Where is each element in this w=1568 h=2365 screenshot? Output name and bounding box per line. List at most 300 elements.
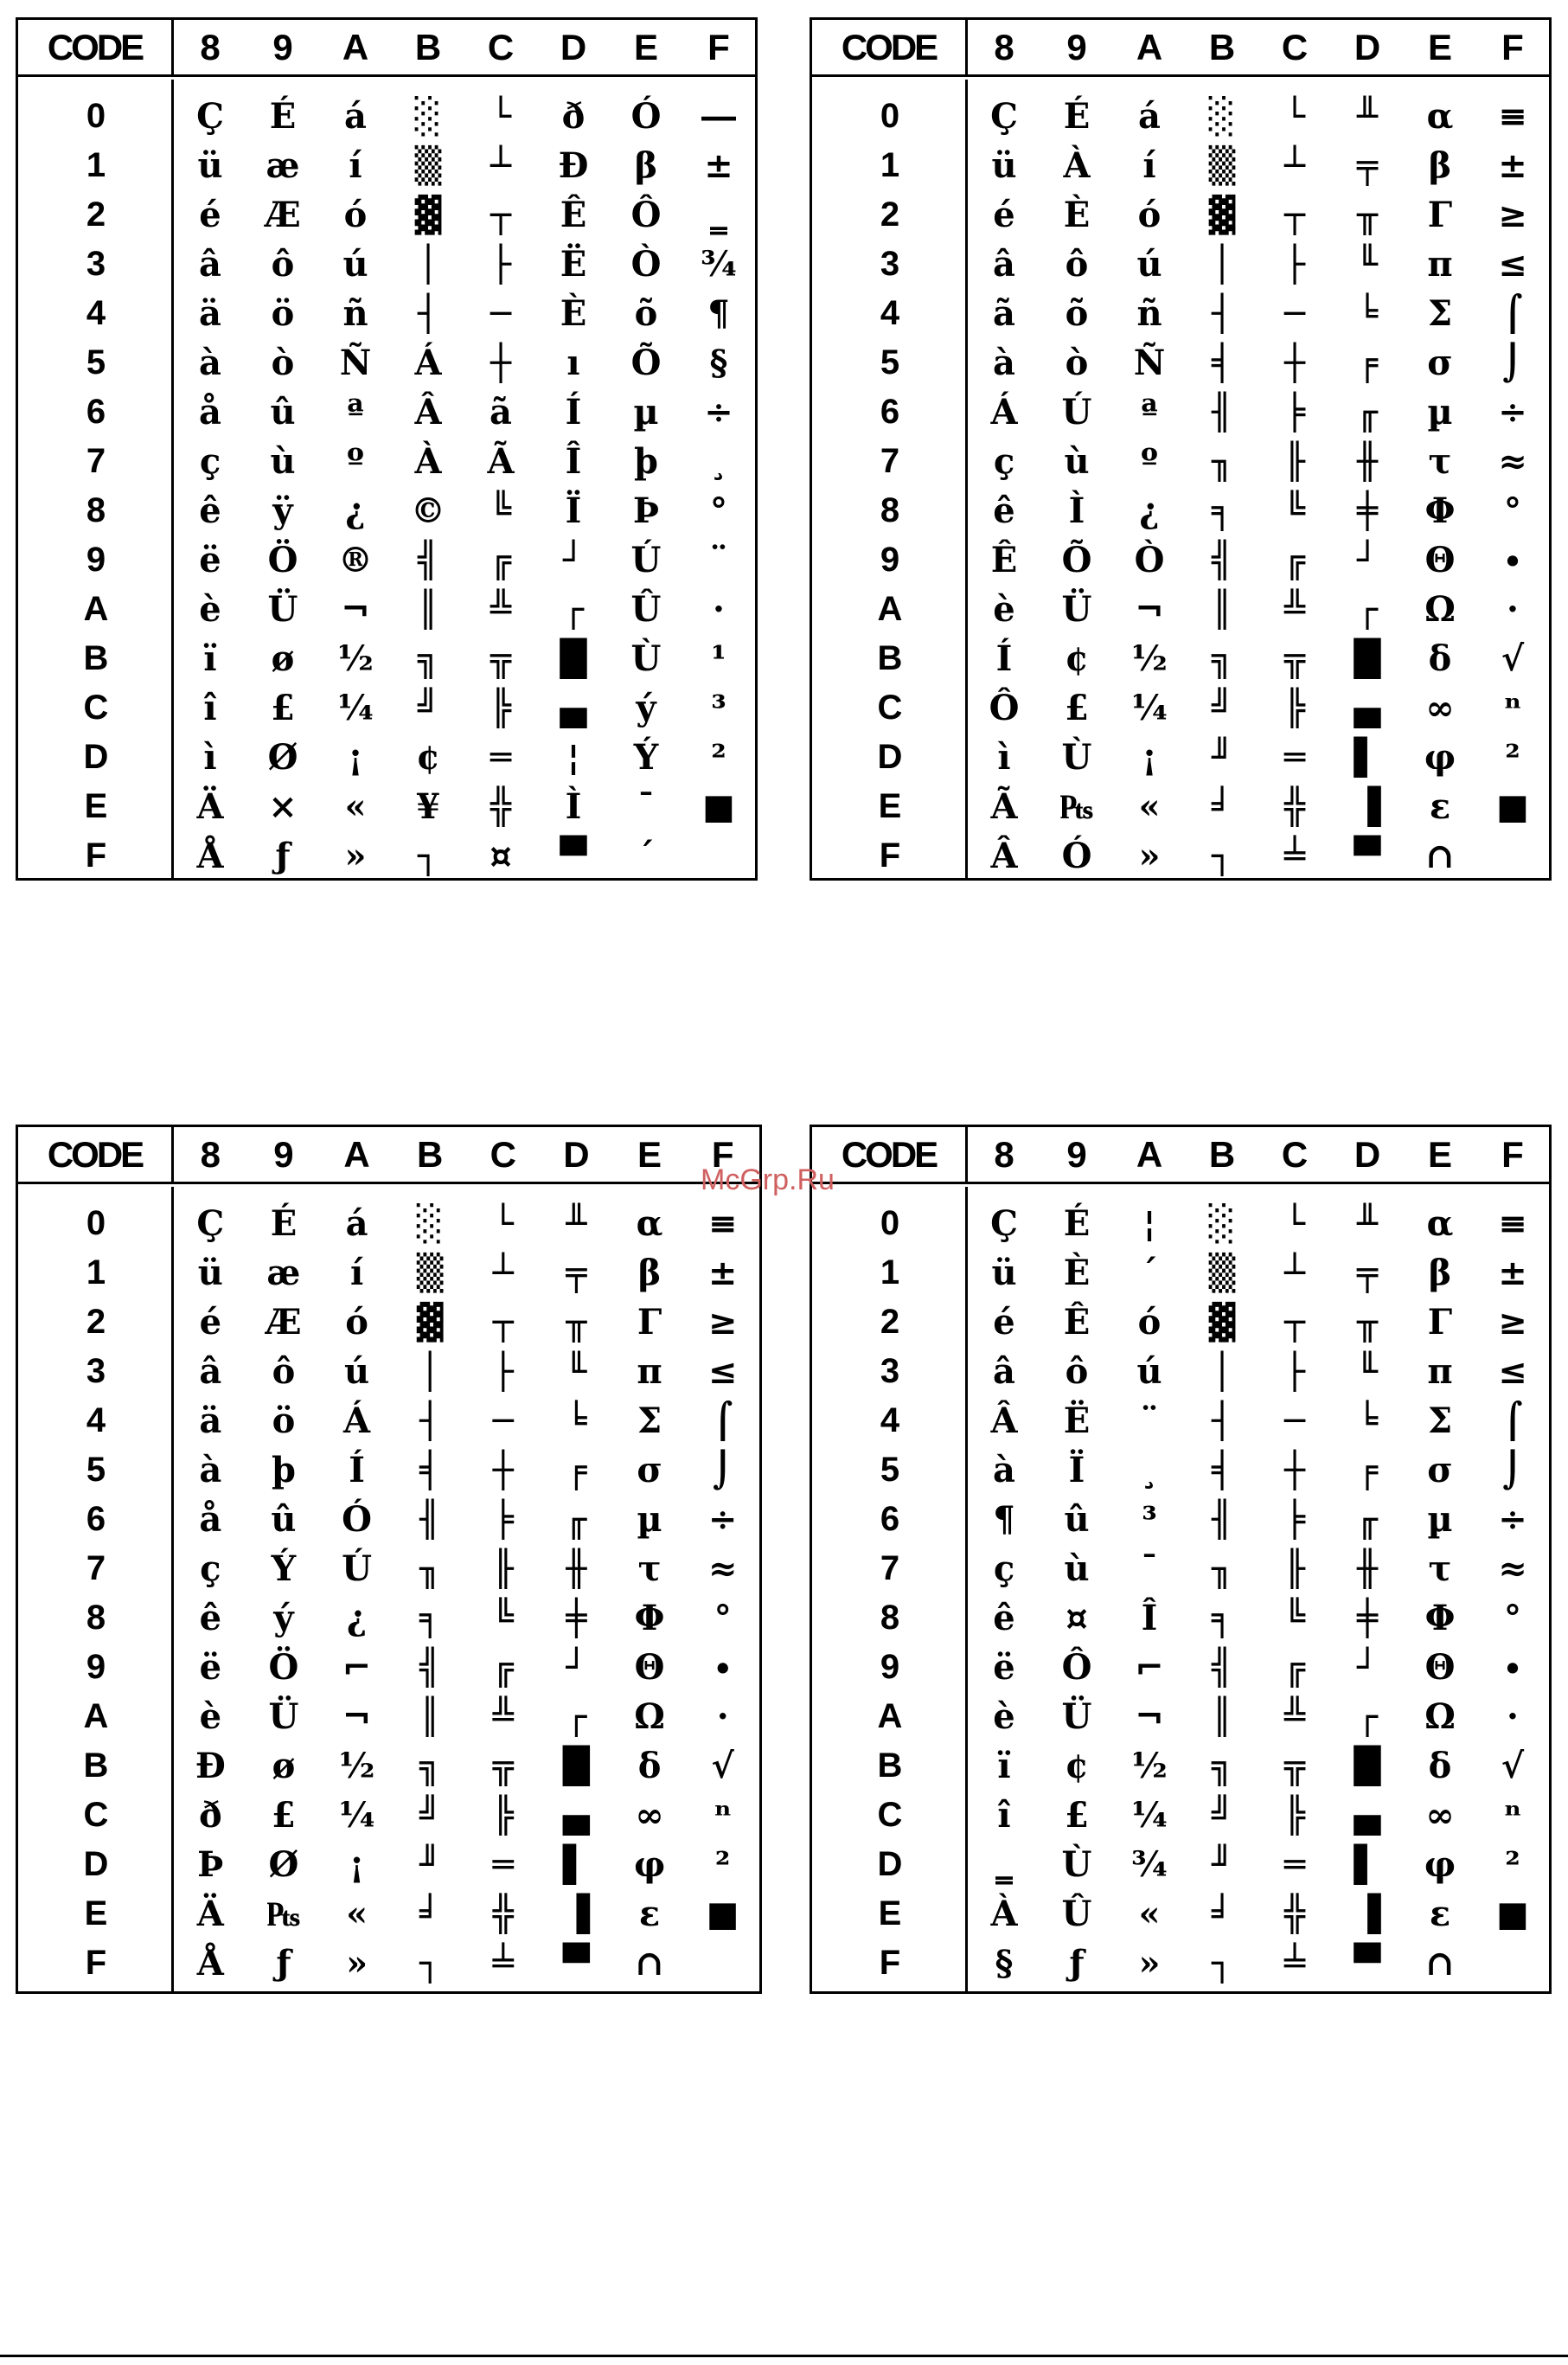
character-cell: ■ <box>1496 1894 1529 1934</box>
character-cell: É <box>269 96 297 137</box>
character-cell: Γ <box>1427 195 1453 235</box>
character-cell: È <box>560 293 587 334</box>
character-cell: ε <box>1429 1894 1451 1934</box>
character-cell: ü <box>197 145 223 186</box>
character-cell: ® <box>338 540 373 580</box>
character-cell: ▄ <box>563 1795 590 1836</box>
table-row <box>18 1643 759 1692</box>
character-cell: ¬ <box>341 589 370 630</box>
character-cell: Γ <box>637 1302 662 1343</box>
character-cell: ╞ <box>1283 1499 1306 1540</box>
character-cell: á <box>345 1203 368 1244</box>
table-header-row <box>812 1127 1549 1184</box>
character-cell: Ñ <box>339 343 372 383</box>
character-cell: ╠ <box>1283 1795 1306 1836</box>
row-code: 9 <box>880 1648 900 1686</box>
table-row <box>18 1199 759 1248</box>
row-code: B <box>877 1747 903 1785</box>
row-code: D <box>83 738 109 776</box>
character-cell: ¢ <box>416 737 440 778</box>
character-cell: ─ <box>490 293 512 334</box>
character-cell: ╨ <box>1356 96 1379 137</box>
character-cell: ┘ <box>1356 540 1379 580</box>
character-cell: Ú <box>630 540 662 580</box>
character-cell: ╗ <box>417 638 439 679</box>
character-cell: ▄ <box>1354 1795 1381 1836</box>
character-cell: √ <box>711 1746 734 1786</box>
character-cell: ┤ <box>1211 293 1233 334</box>
character-cell: ╬ <box>492 1894 514 1934</box>
column-header: D <box>1354 26 1381 67</box>
character-cell: ╝ <box>419 1795 441 1836</box>
character-cell: ╩ <box>492 1696 514 1737</box>
character-cell: ¬ <box>1135 589 1164 630</box>
character-cell: ╒ <box>566 1450 587 1490</box>
row-code: F <box>85 836 107 875</box>
character-cell: Ü <box>267 589 298 630</box>
table-row <box>18 1741 759 1791</box>
character-cell: Ì <box>1068 490 1085 531</box>
character-cell: ▐ <box>1354 786 1381 827</box>
character-cell: ╠ <box>492 1795 514 1836</box>
table-row <box>812 486 1549 535</box>
character-cell: á <box>1138 96 1161 137</box>
character-cell: Â <box>990 1400 1018 1441</box>
character-cell: Ü <box>268 1696 299 1737</box>
character-cell: ╗ <box>1211 638 1233 679</box>
character-cell: ├ <box>1283 244 1306 285</box>
character-cell: └ <box>492 1203 514 1244</box>
character-cell: ≥ <box>1498 195 1527 235</box>
character-cell: Á <box>990 392 1018 433</box>
character-cell: ç <box>200 1548 221 1589</box>
column-header: F <box>1501 26 1524 67</box>
row-code: 5 <box>880 1451 900 1489</box>
table-row <box>812 1939 1549 1988</box>
character-cell: ú <box>1136 1351 1162 1392</box>
character-cell: ■ <box>1496 786 1529 827</box>
character-cell: ╖ <box>1211 1548 1233 1589</box>
character-cell: φ <box>1424 1844 1456 1885</box>
table-row <box>812 683 1549 733</box>
code-header-label: CODE <box>18 1126 174 1183</box>
character-cell: ⌠ <box>1502 1400 1523 1441</box>
table-row <box>18 1544 759 1593</box>
character-cell: ä <box>199 293 221 334</box>
character-cell: ≤ <box>1498 1351 1527 1392</box>
row-code: 1 <box>86 146 106 184</box>
character-cell: ⁿ <box>1503 1795 1522 1836</box>
character-cell: þ <box>271 1450 296 1490</box>
table-row <box>812 141 1549 190</box>
character-cell: ² <box>1505 737 1520 778</box>
character-cell: ê <box>993 1598 1015 1638</box>
character-cell: π <box>1427 1351 1453 1392</box>
character-cell: └ <box>490 96 512 137</box>
character-cell: ë <box>199 540 221 580</box>
character-cell: β <box>637 1253 662 1293</box>
character-cell: ╚ <box>1283 490 1306 531</box>
code-header-label: CODE <box>18 19 174 76</box>
character-cell: ╙ <box>1356 244 1379 285</box>
character-cell: µ <box>637 1499 662 1540</box>
row-code: 2 <box>86 1303 106 1341</box>
character-cell <box>1476 831 1549 881</box>
character-cell: ≤ <box>707 1351 738 1392</box>
character-cell: ì <box>203 737 217 778</box>
table-row <box>812 535 1549 585</box>
character-cell: █ <box>560 638 587 679</box>
row-code: C <box>877 689 903 727</box>
table-row <box>812 1347 1549 1396</box>
character-cell: Ð <box>195 1746 226 1786</box>
character-cell: Ã <box>487 441 515 482</box>
character-cell: ┌ <box>562 589 585 630</box>
character-cell: ¢ <box>1065 638 1089 679</box>
character-cell: ¦ <box>566 737 580 778</box>
row-code: A <box>83 1697 109 1735</box>
table-row <box>18 1692 759 1741</box>
character-cell: ┬ <box>490 195 512 235</box>
character-cell: ╬ <box>1283 786 1306 827</box>
character-cell: ¼ <box>1131 688 1168 728</box>
table-row <box>812 1445 1549 1495</box>
character-cell: í <box>1142 145 1156 186</box>
character-cell: Θ <box>1424 1647 1456 1688</box>
character-cell: ≡ <box>707 1203 738 1244</box>
character-cell: ñ <box>1136 293 1162 334</box>
table-row <box>18 141 755 190</box>
character-cell: ¶ <box>993 1499 1015 1540</box>
character-cell: ╕ <box>1211 490 1233 531</box>
character-cell <box>1476 1939 1549 1988</box>
character-cell: Ú <box>342 1548 372 1589</box>
character-cell: ç <box>993 1548 1015 1589</box>
character-cell: ╧ <box>1283 1943 1306 1984</box>
character-cell: ▌ <box>563 1844 590 1885</box>
character-cell: Ë <box>560 244 587 285</box>
row-code: 7 <box>880 1549 900 1587</box>
character-cell: ╝ <box>1211 688 1233 728</box>
character-cell: ╖ <box>419 1548 441 1589</box>
character-cell: õ <box>634 293 658 334</box>
character-cell: ╗ <box>419 1746 441 1786</box>
character-cell: ¬ <box>342 1696 372 1737</box>
character-cell: ┤ <box>417 293 439 334</box>
character-cell: ╣ <box>417 540 439 580</box>
character-cell: ╕ <box>1211 1598 1233 1638</box>
character-cell: © <box>411 490 445 531</box>
character-cell: ó <box>343 195 368 235</box>
table-row <box>812 1298 1549 1347</box>
character-cell: ▓ <box>414 195 442 235</box>
row-code: 8 <box>86 491 106 529</box>
character-cell: ╡ <box>1211 343 1233 383</box>
character-cell: ▀ <box>1354 1943 1381 1984</box>
code-table-2 <box>810 17 1552 881</box>
character-cell: ┼ <box>1283 343 1306 383</box>
character-cell: ╜ <box>1211 737 1233 778</box>
character-cell: ü <box>991 1253 1017 1293</box>
character-cell: ° <box>1504 1598 1521 1638</box>
character-cell: ╛ <box>1211 786 1233 827</box>
character-cell: │ <box>1211 244 1233 285</box>
character-cell: ⁿ <box>714 1795 733 1836</box>
character-cell: ═ <box>1283 1844 1306 1885</box>
character-cell: à <box>199 343 221 383</box>
character-cell: ╢ <box>1211 392 1233 433</box>
character-cell: â <box>199 244 221 285</box>
row-code: 8 <box>880 491 900 529</box>
character-cell: ¦ <box>1142 1203 1156 1244</box>
table-row <box>18 1347 759 1396</box>
column-header: E <box>1427 26 1452 67</box>
character-cell: ° <box>710 490 727 531</box>
character-cell: │ <box>417 244 439 285</box>
character-cell: ╪ <box>1356 1598 1379 1638</box>
character-cell: ╔ <box>1283 1647 1306 1688</box>
character-cell: ½ <box>1131 1746 1168 1786</box>
character-cell: µ <box>1427 1499 1453 1540</box>
character-cell: ü <box>197 1253 223 1293</box>
character-cell: É <box>1063 96 1091 137</box>
character-cell: é <box>199 1302 222 1343</box>
character-cell: Ý <box>271 1548 297 1589</box>
character-cell: é <box>993 195 1015 235</box>
character-cell: Æ <box>265 195 301 235</box>
table-row <box>18 1791 759 1840</box>
character-cell: █ <box>563 1746 590 1786</box>
row-code: 6 <box>86 1500 106 1538</box>
character-cell: ¼ <box>337 688 374 728</box>
character-cell: ╘ <box>1356 293 1379 334</box>
character-cell: Σ <box>1427 1400 1453 1441</box>
character-cell: ╓ <box>1356 392 1379 433</box>
character-cell: Ñ <box>1133 343 1166 383</box>
character-cell: ║ <box>1211 1696 1233 1737</box>
character-cell: É <box>1063 1203 1091 1244</box>
character-cell: ¤ <box>490 836 512 876</box>
code-table-1 <box>16 17 758 881</box>
character-cell: µ <box>633 392 659 433</box>
character-cell: ⌡ <box>1502 343 1523 383</box>
table-row <box>812 1692 1549 1741</box>
character-cell: φ <box>1424 737 1456 778</box>
character-cell: ┌ <box>566 1696 587 1737</box>
column-header: F <box>1501 1133 1524 1175</box>
row-code: 8 <box>86 1599 106 1637</box>
table-body <box>812 1187 1549 1991</box>
character-cell: ı <box>566 343 580 383</box>
character-cell: Þ <box>632 490 660 531</box>
column-header: E <box>633 26 658 67</box>
character-cell: ç <box>199 441 221 482</box>
character-cell: Ù <box>1061 737 1092 778</box>
table-row <box>18 486 755 535</box>
character-cell: π <box>637 1351 662 1392</box>
character-cell: ë <box>199 1647 222 1688</box>
row-code: 4 <box>86 1401 106 1439</box>
table-row <box>18 683 755 733</box>
character-cell: î <box>997 1795 1011 1836</box>
character-cell: ┼ <box>492 1450 514 1490</box>
character-cell: « <box>344 786 367 827</box>
character-cell: ╨ <box>566 1203 587 1244</box>
character-cell: ╟ <box>1283 441 1306 482</box>
table-row <box>812 1495 1549 1544</box>
character-cell: ¸ <box>1141 1450 1158 1490</box>
character-cell: ╘ <box>1356 1400 1379 1441</box>
column-header: D <box>1354 1133 1381 1175</box>
character-cell: ╤ <box>566 1253 587 1293</box>
character-cell: Ò <box>630 244 662 285</box>
character-cell: ▒ <box>414 145 442 186</box>
row-code: 0 <box>86 97 106 135</box>
character-cell: ≡ <box>1498 96 1527 137</box>
character-cell: τ <box>1428 1548 1452 1589</box>
character-cell: ▒ <box>1208 145 1236 186</box>
character-cell: ╢ <box>1211 1499 1233 1540</box>
character-cell: Ä <box>196 786 224 827</box>
table-row <box>812 1791 1549 1840</box>
row-code: 5 <box>880 343 900 381</box>
character-cell: ± <box>707 1253 738 1293</box>
table-row <box>812 1396 1549 1445</box>
character-cell: π <box>1427 244 1453 285</box>
character-cell: ▒ <box>1208 1253 1236 1293</box>
character-cell: ¾ <box>1131 1844 1168 1885</box>
character-cell: ― <box>701 96 736 137</box>
table-row <box>18 535 755 585</box>
character-cell: Í <box>995 638 1013 679</box>
table-row <box>812 782 1549 831</box>
character-cell: À <box>990 1894 1018 1934</box>
character-cell: ± <box>1498 1253 1527 1293</box>
character-cell: ╤ <box>1356 145 1379 186</box>
character-cell: þ <box>634 441 658 482</box>
character-cell: ∩ <box>635 1943 664 1984</box>
character-cell: ╣ <box>1211 540 1233 580</box>
character-cell: ┬ <box>1283 195 1306 235</box>
column-header: D <box>560 26 587 67</box>
character-cell: « <box>1138 1894 1161 1934</box>
row-code: A <box>83 590 109 628</box>
column-header: A <box>342 26 369 67</box>
character-cell: ▐ <box>563 1894 590 1934</box>
table-row <box>18 585 755 634</box>
character-cell: ù <box>270 441 296 482</box>
character-cell: ╩ <box>1283 589 1306 630</box>
character-cell: ° <box>1504 490 1521 531</box>
character-cell: ╟ <box>492 1548 514 1589</box>
character-cell: Ú <box>1061 392 1092 433</box>
character-cell: ╪ <box>566 1598 587 1638</box>
character-cell: ð <box>561 96 586 137</box>
character-cell: Γ <box>1427 1302 1453 1343</box>
character-cell: § <box>995 1943 1014 1984</box>
row-code: B <box>877 639 903 677</box>
character-cell: ╘ <box>566 1400 587 1441</box>
character-cell: ≥ <box>707 1302 738 1343</box>
character-cell: à <box>199 1450 222 1490</box>
character-cell: á <box>344 96 367 137</box>
character-cell: ¯ <box>1141 1548 1158 1589</box>
character-cell: ┐ <box>419 1943 441 1984</box>
row-code: F <box>879 836 901 875</box>
character-cell: Θ <box>1424 540 1456 580</box>
character-cell: Û <box>1061 1894 1092 1934</box>
character-cell: Â <box>414 392 442 433</box>
character-cell: É <box>270 1203 298 1244</box>
character-cell: β <box>634 145 658 186</box>
character-cell: ▌ <box>1354 737 1381 778</box>
table-body <box>812 80 1549 878</box>
character-cell: ó <box>345 1302 368 1343</box>
character-cell: ₧ <box>266 1894 301 1934</box>
table-row <box>812 733 1549 782</box>
character-cell: ▐ <box>1354 1894 1381 1934</box>
table-row <box>812 92 1549 141</box>
character-cell: Ö <box>267 540 298 580</box>
character-cell: ├ <box>492 1351 514 1392</box>
column-header: C <box>490 1133 516 1175</box>
character-cell: ∙ <box>1503 540 1522 580</box>
character-cell: ¼ <box>338 1795 375 1836</box>
row-code: 3 <box>880 1352 900 1390</box>
character-cell: ╔ <box>490 540 512 580</box>
character-cell: █ <box>1354 1746 1381 1786</box>
table-row <box>812 1889 1549 1939</box>
character-cell: ƒ <box>276 1943 291 1984</box>
character-cell: à <box>993 1450 1015 1490</box>
character-cell: î <box>203 688 217 728</box>
character-cell: ÷ <box>1498 392 1527 433</box>
table-row <box>18 1939 759 1988</box>
row-code: 0 <box>880 97 900 135</box>
character-cell: Φ <box>634 1598 665 1638</box>
character-cell: à <box>993 343 1015 383</box>
character-cell: « <box>1138 786 1161 827</box>
row-code: 2 <box>880 1303 900 1341</box>
character-cell: è <box>993 1696 1015 1737</box>
character-cell: Æ <box>266 1302 302 1343</box>
character-cell: ° <box>714 1598 732 1638</box>
character-cell: ¡ <box>348 737 363 778</box>
character-cell: Î <box>565 441 582 482</box>
character-cell: Ô <box>630 195 662 235</box>
character-cell: ⌠ <box>1502 293 1523 334</box>
character-cell: ╛ <box>419 1894 441 1934</box>
character-cell: ü <box>991 145 1017 186</box>
character-cell: ╩ <box>490 589 512 630</box>
character-cell: ε <box>638 1894 661 1934</box>
character-cell: ⌡ <box>1502 1450 1523 1490</box>
character-cell: Ê <box>560 195 587 235</box>
character-cell: ¯ <box>637 786 655 827</box>
character-cell: · <box>1507 589 1519 630</box>
character-cell: Ô <box>989 688 1020 728</box>
character-cell: ╔ <box>1283 540 1306 580</box>
character-cell: ├ <box>1283 1351 1306 1392</box>
character-cell: ║ <box>417 589 439 630</box>
table-row <box>18 733 755 782</box>
character-cell: ù <box>1064 1548 1090 1589</box>
character-cell: ╓ <box>1356 1499 1379 1540</box>
character-cell: ∩ <box>1425 836 1455 876</box>
character-cell: ∩ <box>1425 1943 1455 1984</box>
character-cell: ≥ <box>1498 1302 1527 1343</box>
character-cell: È <box>1063 1253 1091 1293</box>
